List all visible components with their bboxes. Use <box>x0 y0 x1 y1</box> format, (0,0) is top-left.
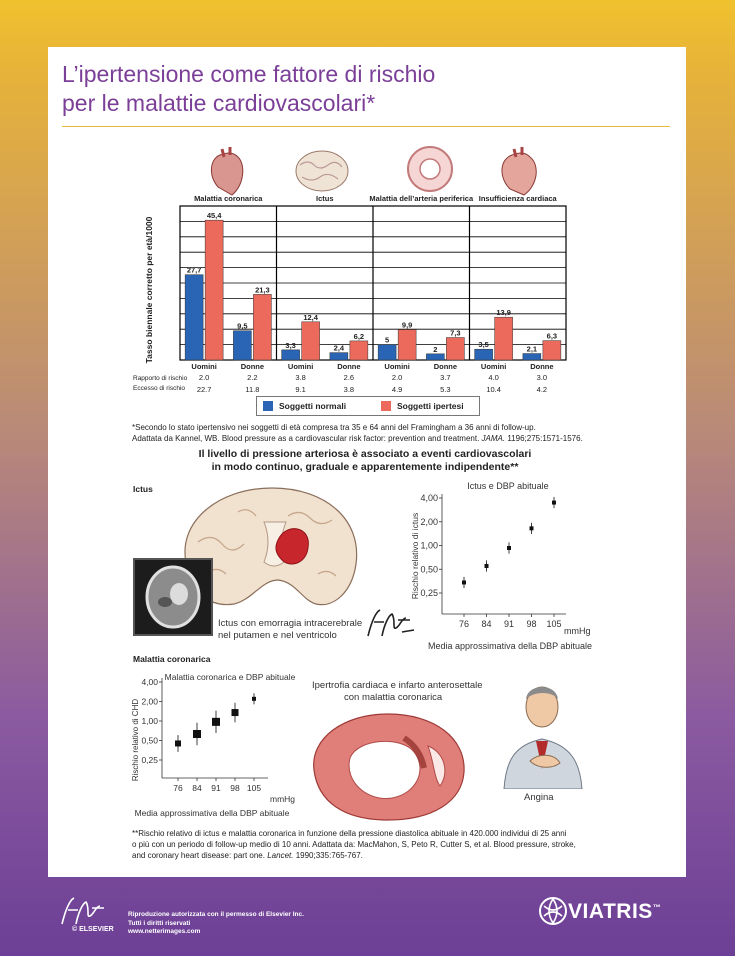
group-label: Insufficienza cardiaca <box>478 194 557 203</box>
x-tick-label: 91 <box>503 619 515 629</box>
angina-label: Angina <box>524 792 554 803</box>
y-tick-label: 2,00 <box>420 516 438 527</box>
chd-x-unit: mmHg <box>270 794 296 804</box>
bar-value-label: 2,4 <box>333 343 345 353</box>
excess-risk-row-label: Eccesso di rischio <box>133 385 186 392</box>
ct-scan-image <box>133 558 213 636</box>
angina-man-illustration <box>494 665 590 789</box>
y-tick-label: 4,00 <box>420 493 438 503</box>
risk-ratio-value: 2.0 <box>198 373 210 382</box>
ictus-section-label: Ictus <box>133 484 153 494</box>
bar-normal <box>330 353 348 360</box>
y-tick-label: 1,00 <box>141 716 158 726</box>
bar-hypertensive <box>446 338 464 360</box>
bar-value-label: 5 <box>385 335 390 345</box>
bar-normal <box>378 345 396 360</box>
y-tick-label: 0,50 <box>420 564 438 575</box>
data-point <box>232 709 239 716</box>
bar-value-label: 12,4 <box>303 312 318 322</box>
risk-ratio-value: 3.0 <box>536 373 548 382</box>
ictus-plot-ylabel: Rischio relativo di ictus <box>410 512 420 600</box>
data-point <box>175 740 181 746</box>
legend-label-hyper: Soggetti ipertesi <box>397 401 464 411</box>
ictus-caption: Ictus con emorragia intracerebrale nel putamen e nel ventricolo <box>218 618 363 641</box>
bar-value-label: 27,7 <box>186 265 202 275</box>
bar-normal <box>282 350 300 360</box>
group-label: Ictus <box>315 194 334 203</box>
excess-risk-row <box>130 382 590 396</box>
bar-normal <box>426 354 444 360</box>
excess-risk-value: 11.8 <box>245 385 260 394</box>
x-tick-label: 91 <box>211 783 221 793</box>
category-label: Uomini <box>191 362 217 371</box>
chd-plot-xlabel: Media approssimativa della DBP abituale <box>134 808 290 818</box>
bar-normal <box>233 331 251 360</box>
category-label: Donne <box>530 362 554 371</box>
x-tick-label: 84 <box>481 619 492 629</box>
bar-value-label: 2 <box>433 344 438 354</box>
x-tick-label: 84 <box>192 783 202 793</box>
risk-ratio-row-label: Rapporto di rischio <box>133 375 188 382</box>
excess-risk-value: 4.9 <box>391 385 403 394</box>
ictus-plot-xlabel: Media approssimativa della DBP abituale <box>428 641 592 651</box>
risk-ratio-value: 2.2 <box>247 373 258 382</box>
y-tick-label: 2,00 <box>141 696 158 707</box>
data-point <box>507 546 511 550</box>
y-tick-label: 0,25 <box>420 588 438 598</box>
bar-hypertensive <box>302 322 320 360</box>
ictus-scatter-plot <box>398 476 608 654</box>
heart-caption: Ipertrofia cardiaca e infarto anterosettale con malattia coronarica <box>312 680 483 703</box>
chart-y-axis-label: Tasso biennale corretto per età/1000 <box>144 216 154 364</box>
heart-cross-section-illustration <box>304 708 470 822</box>
viatris-wordmark: VIATRIS™ <box>568 900 662 923</box>
y-tick-label: 1,00 <box>420 540 438 551</box>
chd-section-label: Malattia coronarica <box>133 654 211 664</box>
x-tick-label: 76 <box>173 783 183 793</box>
ictus-plot-title: Ictus e DBP abituale <box>467 481 549 491</box>
bar-hypertensive <box>543 341 561 360</box>
legend-label-normal: Soggetti normali <box>279 401 347 411</box>
risk-ratio-value: 3.8 <box>295 373 306 382</box>
data-point <box>252 697 256 701</box>
excess-risk-value: 10.4 <box>486 385 501 394</box>
y-tick-label: 4,00 <box>141 677 158 687</box>
chd-plot-ylabel: Rischio relativo di CHD <box>131 698 140 782</box>
data-point <box>552 501 556 505</box>
bar-normal <box>523 354 541 360</box>
bar-chart <box>130 192 590 392</box>
category-label: Donne <box>433 362 458 371</box>
bar-value-label: 3,5 <box>478 340 489 350</box>
viatris-logo-icon <box>538 896 568 926</box>
ct-scan-brain-icon <box>135 560 211 634</box>
x-tick-label: 76 <box>458 619 470 629</box>
failing-heart-illustration-icon <box>502 147 536 195</box>
data-point <box>485 564 489 568</box>
page-title: L’ipertensione come fattore di rischio per le malattie cardiovascolari* <box>62 61 436 116</box>
bar-hypertensive <box>253 294 271 360</box>
footnote-framingham: *Secondo lo stato ipertensivo nei soggetti di età compresa tra 35 e 64 anni del Framingham a 36 anni di follow-up. Adattata da Kannel, WB. Blood pressure as a cardiovascular risk factor: prevention and treatment. JAMA. 1196;275:1571-1576. <box>132 423 583 443</box>
footnote-macmahon: **Rischio relativo di ictus e malattia coronarica in funzione della pressione diastolica abituale in 420.000 individui di 25 anni o più con un periodo di follow-up medio di 10 anni. Adattata da: MacMahon, S, Peto R, Cutter S, et al. Blood pressure, stroke, and coronary heart disease: part one. Lancet. 1990;335:765-767. <box>132 829 576 860</box>
brain-illustration-icon <box>296 151 348 191</box>
category-label: Uomini <box>480 362 507 371</box>
ictus-x-unit: mmHg <box>564 626 591 636</box>
x-tick-label: 105 <box>246 783 262 793</box>
x-tick-label: 105 <box>546 619 562 629</box>
elsevier-label: © ELSEVIER <box>72 926 114 933</box>
bar-value-label: 6,3 <box>546 331 558 341</box>
category-label: Uomini <box>287 362 314 371</box>
bar-value-label: 9,5 <box>237 321 248 331</box>
section-title: Il livello di pressione arteriosa è associato a eventi cardiovascolari in modo continuo, graduale e apparentemente indipendente** <box>198 448 532 473</box>
organ-illustrations <box>200 145 560 197</box>
bar-value-label: 9,9 <box>401 320 413 330</box>
bar-value-label: 2,1 <box>526 344 538 354</box>
bar-value-label: 13,9 <box>496 308 511 318</box>
legend-swatch-normal <box>263 401 273 411</box>
footer-link[interactable]: www.netterimages.com <box>128 928 201 935</box>
chart-legend <box>256 396 480 416</box>
footer-copyright: Riproduzione autorizzata con il permesso di Elsevier Inc. Tutti i diritti riservati www.netterimages.com <box>128 911 304 935</box>
bar-value-label: 7,3 <box>450 328 461 338</box>
data-point <box>193 730 201 738</box>
bar-normal <box>185 275 203 360</box>
title-divider <box>62 126 670 127</box>
risk-ratio-value: 3.7 <box>440 373 451 382</box>
excess-risk-value: 4.2 <box>536 385 548 394</box>
bar-value-label: 45,4 <box>206 211 222 221</box>
bar-hypertensive <box>350 341 368 360</box>
excess-risk-value: 22.7 <box>196 385 212 394</box>
risk-ratio-value: 4.0 <box>488 373 499 382</box>
heart-illustration-icon <box>211 147 242 195</box>
category-label: Donne <box>240 362 265 371</box>
chd-plot-title: Malattia coronarica e DBP abituale <box>164 672 296 682</box>
x-tick-label: 98 <box>230 783 240 793</box>
artery-illustration-icon <box>408 147 452 191</box>
risk-ratio-value: 2.0 <box>391 373 403 382</box>
excess-risk-value: 9.1 <box>295 385 306 394</box>
excess-risk-value: 3.8 <box>343 385 355 394</box>
category-label: Uomini <box>384 362 410 371</box>
risk-ratio-value: 2.6 <box>343 373 355 382</box>
category-label: Donne <box>337 362 361 371</box>
bar-normal <box>475 349 493 360</box>
data-point <box>462 580 466 584</box>
bar-hypertensive <box>495 317 513 360</box>
group-label: Malattia dell’arteria periferica <box>369 194 474 203</box>
bar-value-label: 6,2 <box>353 331 365 341</box>
bar-hypertensive <box>205 220 223 360</box>
bar-value-label: 21,3 <box>255 285 270 295</box>
legend-swatch-hyper <box>381 401 391 411</box>
chd-scatter-plot <box>130 668 306 822</box>
bar-hypertensive <box>398 330 416 360</box>
x-tick-label: 98 <box>526 619 537 629</box>
excess-risk-value: 5.3 <box>440 385 451 394</box>
y-tick-label: 0,25 <box>141 755 158 765</box>
footer-netter-signature-icon <box>56 896 112 930</box>
data-point <box>212 718 220 726</box>
data-point <box>530 526 534 530</box>
bar-value-label: 3,3 <box>285 340 296 350</box>
y-tick-label: 0,50 <box>141 735 158 746</box>
group-label: Malattia coronarica <box>194 194 263 203</box>
